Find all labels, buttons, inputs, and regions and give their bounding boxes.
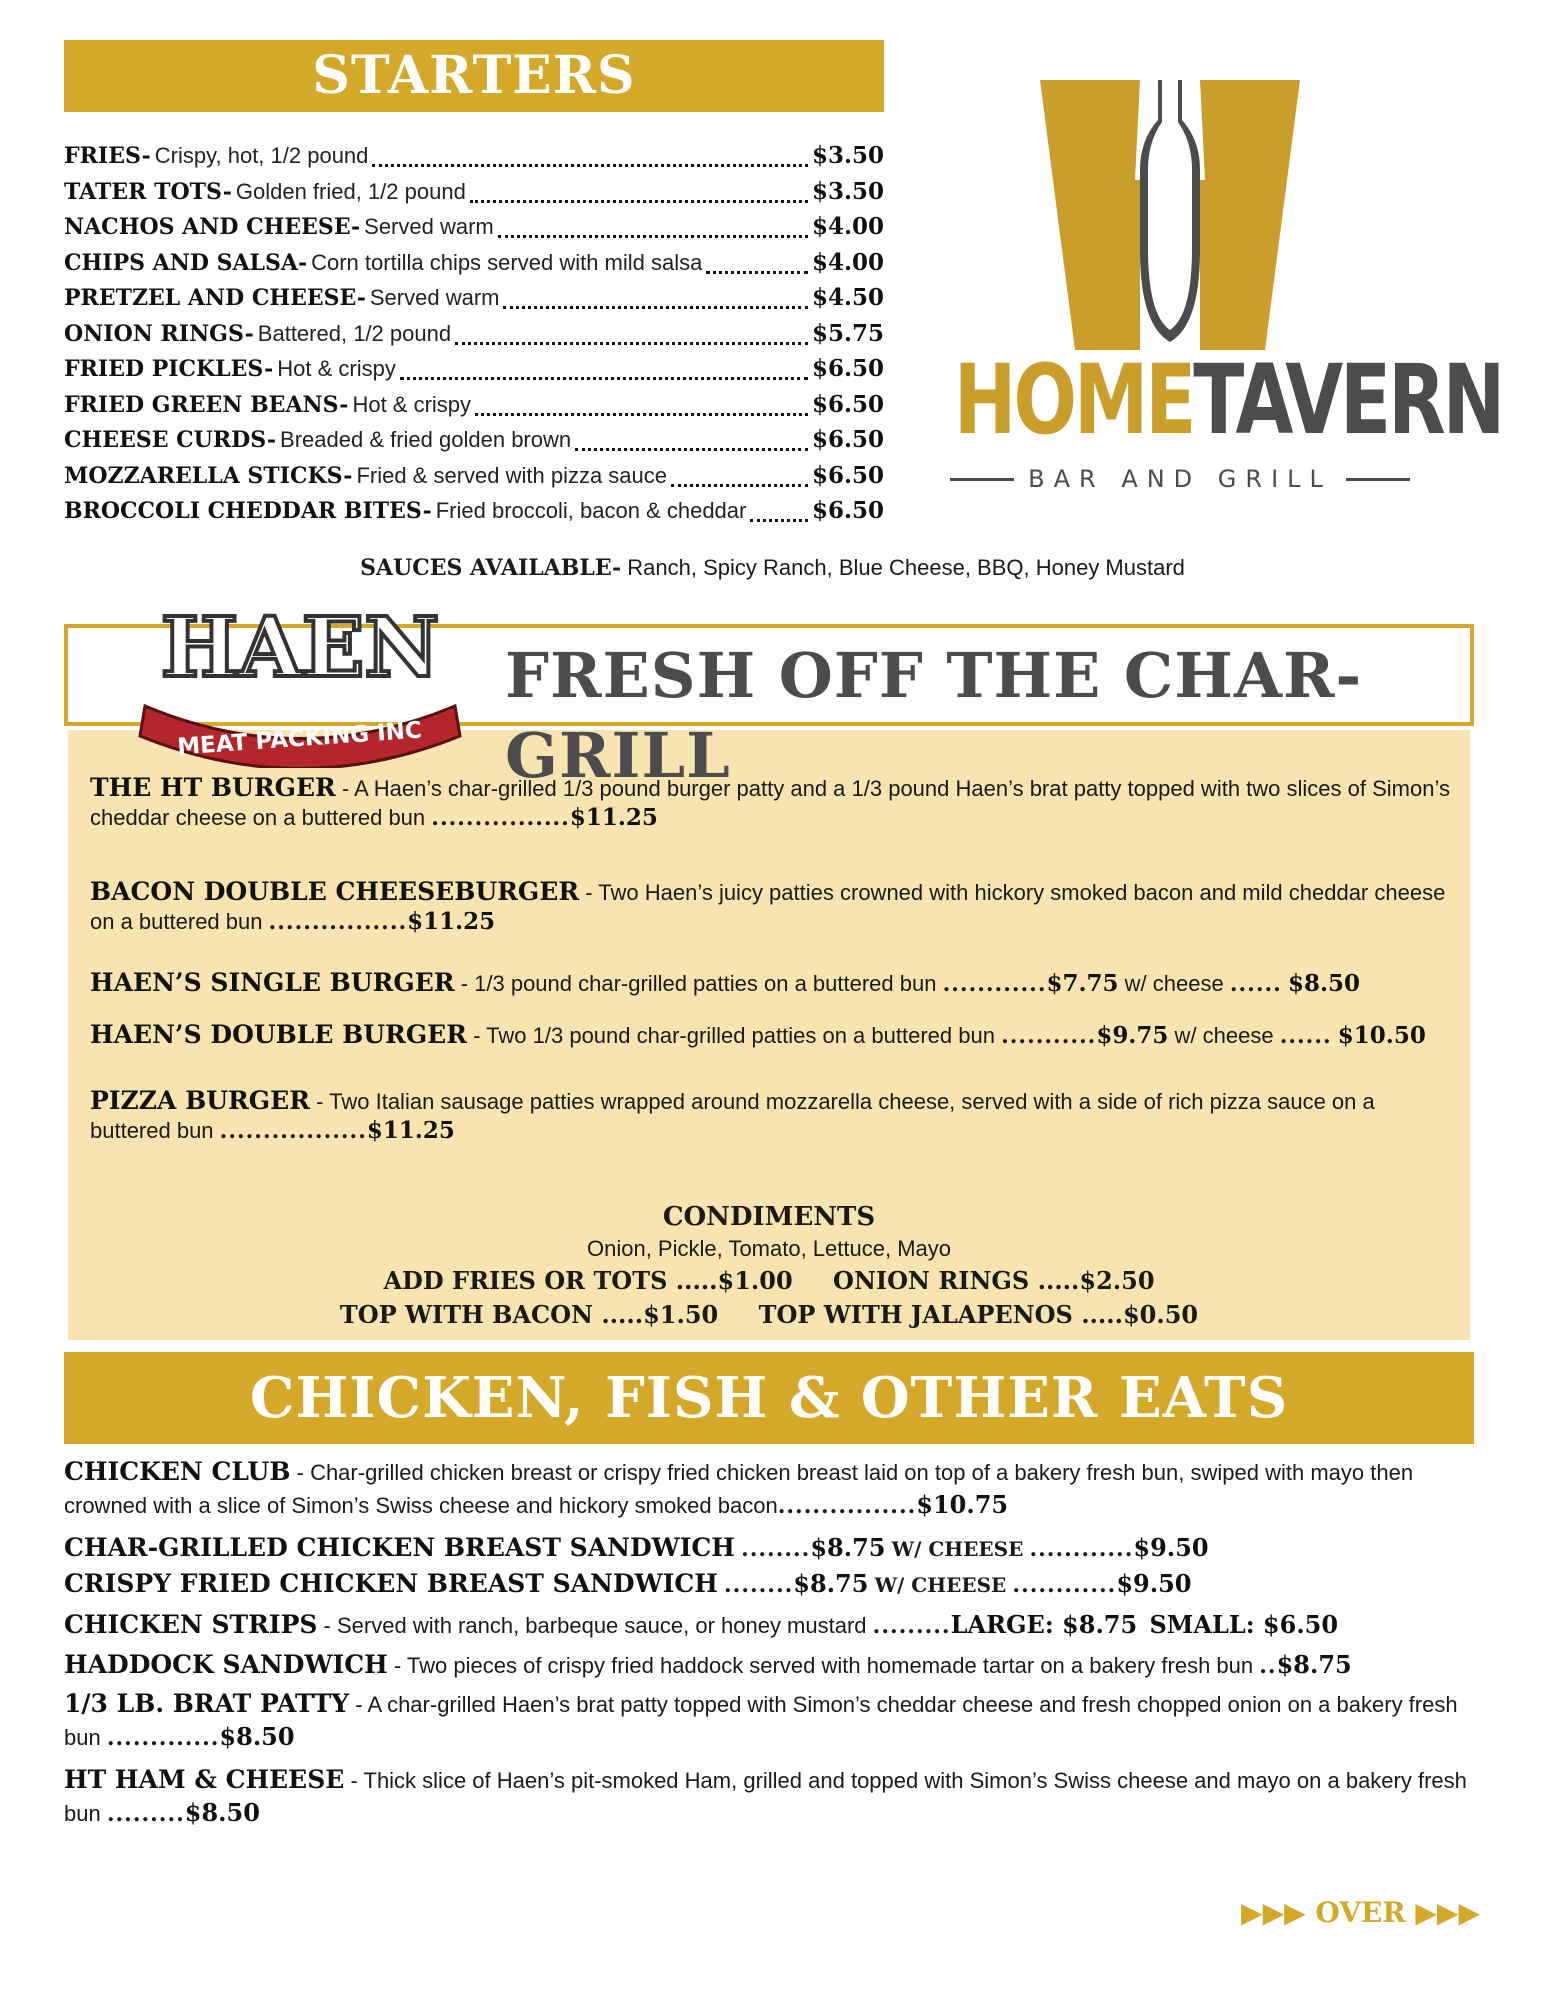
item-price: $8.50: [219, 1722, 295, 1751]
item-dots: .........: [106, 1801, 185, 1827]
starter-item: [64, 355, 884, 391]
starter-price: $4.50: [811, 284, 884, 311]
starter-price: $6.50: [811, 426, 884, 453]
burger-desc: Two 1/3 pound char-grilled patties on a buttered bun: [486, 1023, 995, 1048]
crispy-chicken-item: [64, 1568, 1484, 1601]
item-desc: Char-grilled chicken breast or crispy fried chicken breast laid on top of a bakery fresh bun, swiped with mayo then crowned with a slice of Simon’s Swiss cheese and hickory smoked bacon: [64, 1460, 1414, 1518]
starter-price: $6.50: [811, 461, 884, 489]
brat-patty-item: 1/3 LB. BRAT PATTY - A char-grilled Haen’s brat patty topped with Simon’s cheddar cheese and fresh chopped onion on a bakery fresh bun .............$8.50: [64, 1689, 1458, 1751]
burger-desc: A Haen’s char-grilled 1/3 pound burger patty and a 1/3 pound Haen’s brat patty topped with two slices of Simon’s cheddar cheese on a buttered bun: [90, 776, 1450, 830]
item-dots: ..: [1259, 1653, 1277, 1679]
haen-logo-text: HAEN: [160, 600, 440, 696]
starter-name: PRETZEL AND CHEESE-: [64, 285, 366, 311]
starter-price: $4.00: [811, 248, 884, 276]
haen-meat-packing-logo: [115, 596, 485, 768]
leader-dots: ................: [431, 805, 570, 831]
burger-cheese-label: w/ cheese: [1174, 1023, 1274, 1048]
leader-dots: [400, 377, 808, 380]
starter-item: [64, 320, 884, 356]
chicken-banner: CHICKEN, FISH & OTHER EATS: [64, 1352, 1474, 1444]
starter-desc: Hot & crispy: [352, 391, 472, 417]
leader-dots: [455, 342, 808, 345]
arrow-right-icon: ▶▶▶: [1241, 1896, 1306, 1929]
chicken-club-item: CHICKEN CLUB - Char-grilled chicken breast or crispy fried chicken breast laid on top of a bakery fresh bun, swiped with mayo then crowned with a slice of Simon’s Swiss cheese and hickory smoked bacon................$10.75: [64, 1457, 1414, 1519]
item-dots: ............: [1012, 1572, 1117, 1598]
burger-price: $11.25: [366, 1117, 455, 1144]
item-dots: ........: [724, 1572, 794, 1598]
arrow-right-icon: ▶▶▶: [1415, 1896, 1480, 1929]
char-grill-title: FRESH OFF THE CHAR-GRILL: [505, 639, 1363, 792]
starter-desc: Fried broccoli, bacon & cheddar: [435, 498, 747, 523]
item-name: CHAR-GRILLED CHICKEN BREAST SANDWICH: [64, 1533, 735, 1562]
starter-name: FRIED PICKLES-: [64, 356, 274, 382]
starter-desc: Golden fried, 1/2 pound: [235, 178, 466, 204]
sauces-list: Ranch, Spicy Ranch, Blue Cheese, BBQ, Honey Mustard: [627, 555, 1185, 580]
haddock-sandwich-item: HADDOCK SANDWICH - Two pieces of crispy fried haddock served with homemade tartar on a bakery fresh bun ..$8.75: [64, 1650, 1352, 1679]
item-name: 1/3 LB. BRAT PATTY: [64, 1689, 350, 1718]
logo-tavern-text: TAVERN: [1193, 344, 1503, 456]
item-desc: Served with ranch, barbeque sauce, or honey mustard: [337, 1613, 867, 1638]
chicken-strips-item: CHICKEN STRIPS - Served with ranch, barbeque sauce, or honey mustard .........LARGE: $8.75 SMALL: $6.50: [64, 1610, 1339, 1639]
haen-logo-subtext: MEAT PACKING INC: [176, 717, 423, 761]
starter-name: FRIES-: [64, 143, 151, 169]
addon-onion-rings: ONION RINGS .....$2.50: [833, 1266, 1155, 1295]
burger-name: PIZZA BURGER: [90, 1086, 310, 1115]
bottle-h-icon: [1040, 80, 1300, 350]
burger-name: HAEN’S DOUBLE BURGER: [90, 1020, 468, 1049]
item-price: $8.75: [793, 1569, 869, 1598]
logo-subtitle-text: BAR AND GRILL: [1028, 465, 1332, 493]
item-dots: .........: [872, 1613, 951, 1639]
logo-subtitle: [950, 465, 1410, 493]
addon-fries-tots: ADD FRIES OR TOTS .....$1.00: [383, 1266, 793, 1295]
item-price: $8.50: [184, 1798, 260, 1827]
item-cheese-label: W/ CHEESE: [891, 1537, 1024, 1561]
logo-rule-right: [1346, 478, 1410, 481]
burger-item: HAEN’S SINGLE BURGER - 1/3 pound char-grilled patties on a buttered bun ............$7.75 w/ cheese ...... $8.50: [90, 968, 1360, 997]
burger-cheese-price: $8.50: [1287, 970, 1360, 997]
leader-dots: ...........: [1001, 1023, 1097, 1049]
starter-item: [64, 142, 884, 178]
leader-dots: [498, 235, 808, 238]
starter-desc: Fried & served with pizza sauce: [356, 462, 668, 488]
burger-desc: Two Haen’s juicy patties crowned with hickory smoked bacon and mild cheddar cheese on a buttered bun: [90, 880, 1446, 934]
sauces-line: [0, 555, 1545, 581]
logo-home-text: HOME: [953, 344, 1194, 456]
starter-price: $6.50: [811, 355, 884, 382]
starter-desc: Served warm: [364, 214, 494, 239]
over-label: OVER: [1315, 1896, 1406, 1929]
ham-cheese-item: HT HAM & CHEESE - Thick slice of Haen’s pit-smoked Ham, grilled and topped with Simon’s Swiss cheese and mayo on a bakery fresh bun .........$8.50: [64, 1765, 1467, 1827]
burger-price: $11.25: [407, 908, 496, 935]
item-cheese-price: $9.50: [1133, 1533, 1209, 1562]
burger-desc: Two Italian sausage patties wrapped around mozzarella cheese, served with a side of rich pizza sauce on a buttered bun: [90, 1089, 1375, 1143]
item-name: CHICKEN CLUB: [64, 1457, 291, 1486]
item-dots: ................: [777, 1493, 917, 1519]
starters-banner: STARTERS: [64, 40, 884, 112]
home-tavern-logo: [890, 70, 1503, 510]
burger-name: THE HT BURGER: [90, 773, 336, 802]
starter-price: $6.50: [811, 390, 884, 418]
burger-cheese-label: w/ cheese: [1124, 971, 1224, 996]
leader-dots: [475, 413, 808, 416]
starters-list: [64, 142, 884, 533]
starter-item: [64, 213, 884, 249]
starter-name: BROCCOLI CHEDDAR BITES-: [64, 498, 432, 524]
burger-cheese-price: $10.50: [1337, 1022, 1426, 1049]
starter-desc: Breaded & fried golden brown: [280, 427, 572, 452]
item-dots: ........: [741, 1536, 811, 1562]
leader-dots: [372, 164, 808, 167]
addons-row-2: [68, 1298, 1470, 1332]
item-name: HADDOCK SANDWICH: [64, 1650, 388, 1679]
addon-bacon: TOP WITH BACON .....$1.50: [339, 1300, 719, 1329]
burger-item: THE HT BURGER - A Haen’s char-grilled 1/3 pound burger patty and a 1/3 pound Haen’s brat patty topped with two slices of Simon’s cheddar cheese on a buttered bun ................$11.25: [90, 773, 1450, 831]
burger-item: HAEN’S DOUBLE BURGER - Two 1/3 pound char-grilled patties on a buttered bun ...........$9.75 w/ cheese ...... $10.50: [90, 1020, 1426, 1049]
item-desc: Thick slice of Haen’s pit-smoked Ham, grilled and topped with Simon’s Swiss cheese and mayo on a bakery fresh bun: [64, 1768, 1467, 1826]
starter-price: $3.50: [811, 177, 884, 205]
starter-desc: Battered, 1/2 pound: [257, 320, 452, 346]
over-indicator: [1230, 1896, 1480, 1929]
leader-dots: .................: [219, 1118, 367, 1144]
item-dots: ............: [1029, 1536, 1134, 1562]
leader-dots: ................: [268, 909, 408, 935]
item-small-price: SMALL: $6.50: [1149, 1610, 1339, 1639]
item-price: $8.75: [1276, 1650, 1352, 1679]
leader-dots: [750, 519, 808, 522]
burger-name: HAEN’S SINGLE BURGER: [90, 968, 455, 997]
item-cheese-label: W/ CHEESE: [874, 1573, 1007, 1597]
item-desc: A char-grilled Haen’s brat patty topped with Simon’s cheddar cheese and fresh chopped onion on a bakery fresh bun: [64, 1692, 1458, 1750]
starter-name: ONION RINGS-: [64, 320, 254, 347]
starter-item: [64, 178, 884, 214]
item-large-price: LARGE: $8.75: [950, 1610, 1138, 1639]
leader-dots: [671, 484, 808, 487]
starter-desc: Hot & crispy: [277, 356, 396, 381]
starter-name: CHEESE CURDS-: [64, 427, 277, 453]
addon-jalapenos: TOP WITH JALAPENOS .....$0.50: [758, 1300, 1199, 1329]
leader-dots: ......: [1279, 1023, 1332, 1049]
burger-price: $11.25: [569, 804, 658, 831]
item-desc: Two pieces of crispy fried haddock served with homemade tartar on a bakery fresh bun: [406, 1653, 1254, 1678]
burger-desc: 1/3 pound char-grilled patties on a buttered bun: [474, 971, 937, 996]
condiments-title: CONDIMENTS: [662, 1202, 876, 1232]
starter-name: TATER TOTS-: [64, 178, 232, 205]
starter-item: [64, 462, 884, 498]
starter-price: $4.00: [811, 213, 884, 240]
burger-name: BACON DOUBLE CHEESEBURGER: [90, 877, 580, 906]
item-name: CHICKEN STRIPS: [64, 1610, 318, 1639]
item-name: HT HAM & CHEESE: [64, 1765, 345, 1794]
condiments-list: Onion, Pickle, Tomato, Lettuce, Mayo: [587, 1236, 951, 1261]
starter-name: NACHOS AND CHEESE-: [64, 214, 361, 240]
starter-name: CHIPS AND SALSA-: [64, 249, 308, 276]
starter-price: $3.50: [811, 142, 884, 169]
logo-wordmark: [953, 344, 1503, 456]
item-dots: .............: [106, 1725, 220, 1751]
item-price: $10.75: [916, 1490, 1009, 1519]
addons-row-1: [68, 1264, 1470, 1298]
starter-name: FRIED GREEN BEANS-: [64, 391, 349, 418]
burger-price: $7.75: [1046, 970, 1119, 997]
leader-dots: ............: [942, 971, 1047, 997]
leader-dots: ......: [1229, 971, 1282, 997]
item-cheese-price: $9.50: [1116, 1569, 1192, 1598]
starter-desc: Crispy, hot, 1/2 pound: [154, 143, 369, 168]
starter-desc: Served warm: [369, 285, 500, 310]
starter-price: $6.50: [811, 497, 884, 524]
starter-item: [64, 249, 884, 285]
chargrilled-chicken-item: [64, 1532, 1484, 1565]
starter-item: [64, 497, 884, 533]
item-name: CRISPY FRIED CHICKEN BREAST SANDWICH: [64, 1569, 718, 1598]
starter-price: $5.75: [811, 319, 884, 347]
leader-dots: [706, 271, 808, 274]
item-price: $8.75: [810, 1533, 886, 1562]
condiments-block: [68, 1200, 1470, 1332]
starter-item: [64, 426, 884, 462]
burger-item: BACON DOUBLE CHEESEBURGER - Two Haen’s juicy patties crowned with hickory smoked bacon and mild cheddar cheese on a buttered bun ................$11.25: [90, 877, 1446, 935]
burger-price: $9.75: [1096, 1022, 1169, 1049]
starter-name: MOZZARELLA STICKS-: [64, 462, 353, 489]
starter-desc: Corn tortilla chips served with mild salsa: [311, 249, 703, 275]
leader-dots: [503, 306, 808, 309]
leader-dots: [470, 200, 808, 203]
leader-dots: [575, 448, 808, 451]
burger-item: PIZZA BURGER - Two Italian sausage patties wrapped around mozzarella cheese, served with a side of rich pizza sauce on a buttered bun .................$11.25: [90, 1086, 1375, 1144]
starter-item: [64, 391, 884, 427]
sauces-label: SAUCES AVAILABLE-: [360, 555, 622, 581]
logo-rule-left: [950, 478, 1014, 481]
starter-item: [64, 284, 884, 320]
